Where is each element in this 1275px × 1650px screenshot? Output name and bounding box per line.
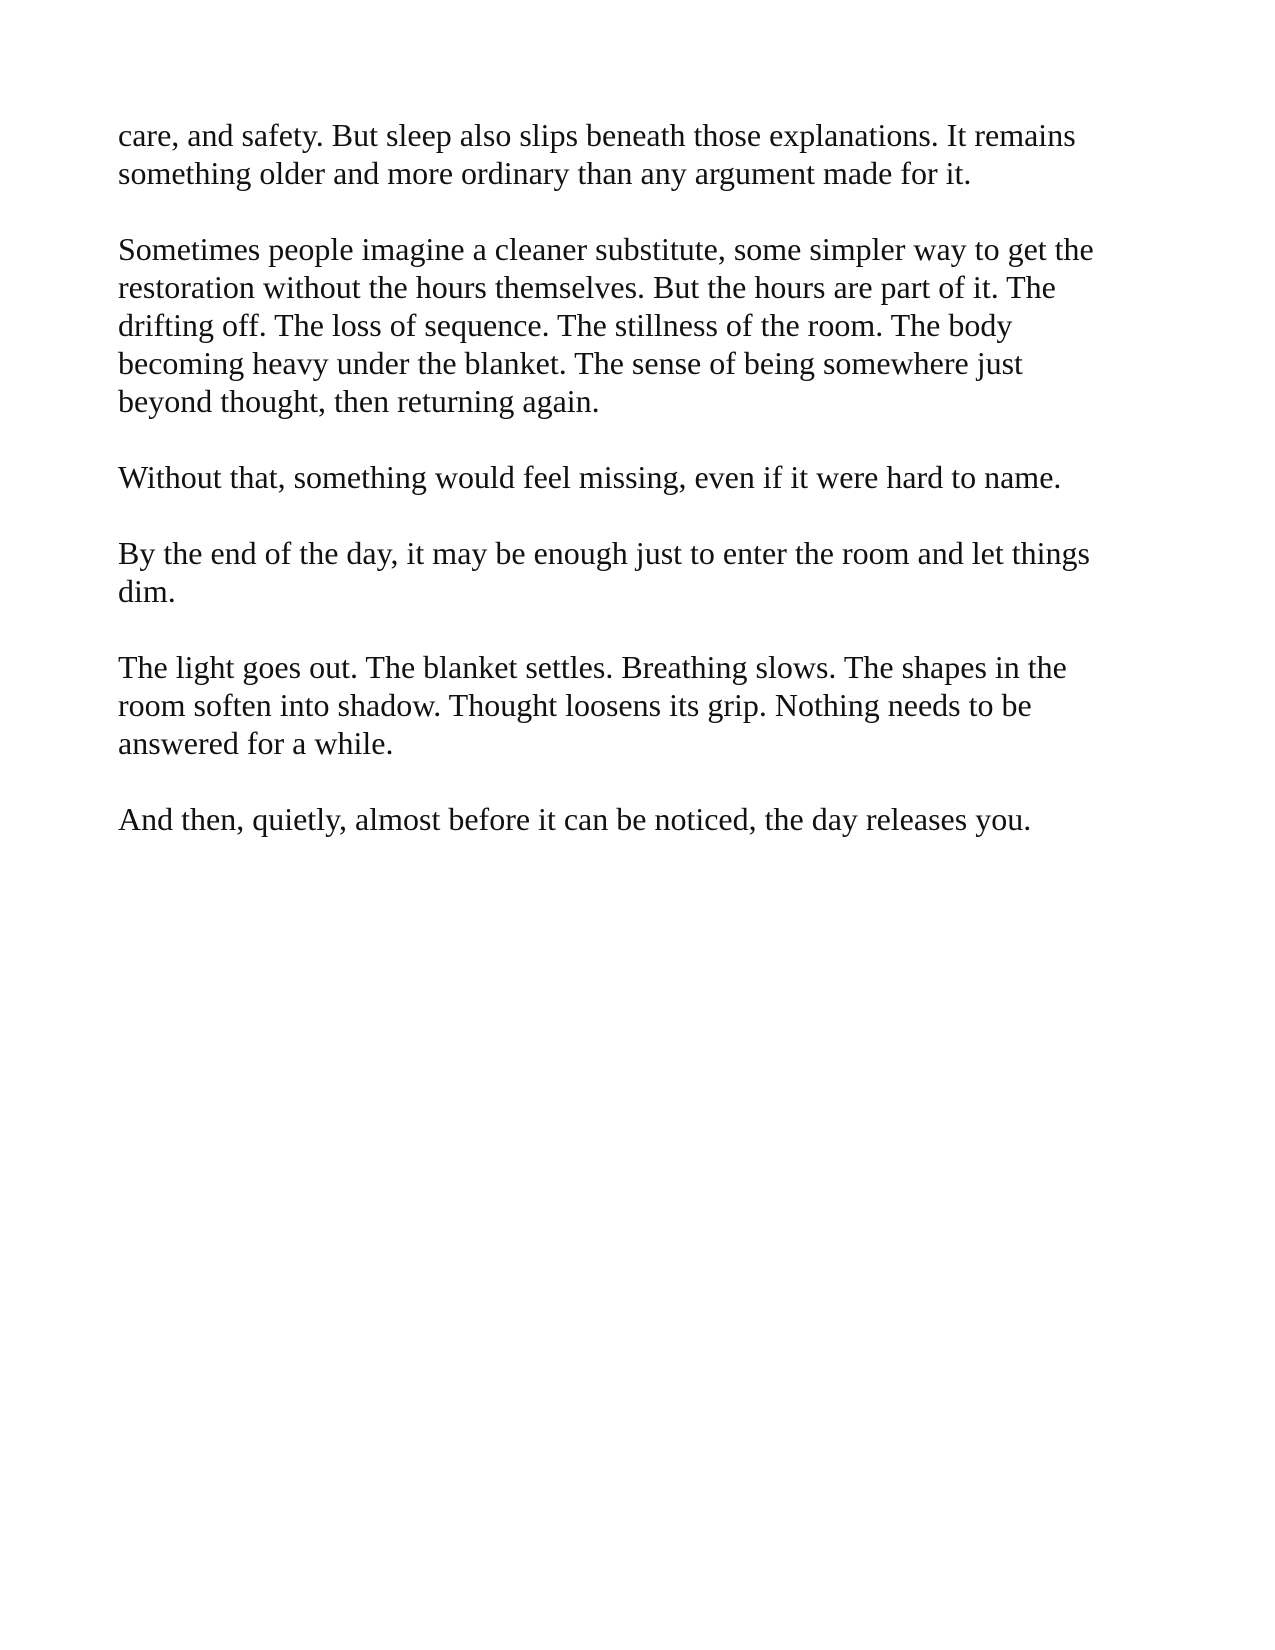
paragraph-line: And then, quietly, almost before it can be noticed, the day releases you. xyxy=(118,801,1032,837)
document-page xyxy=(118,116,1168,876)
paragraph-line: care, and safety. But sleep also slips beneath those explanations. It remains xyxy=(118,117,1076,153)
paragraph-3 xyxy=(118,458,1168,496)
paragraph-line: restoration without the hours themselves. But the hours are part of it. The xyxy=(118,269,1056,305)
paragraph-6 xyxy=(118,800,1168,838)
paragraph-line: answered for a while. xyxy=(118,725,394,761)
paragraph-line: The light goes out. The blanket settles. Breathing slows. The shapes in the xyxy=(118,649,1067,685)
paragraph-line: something older and more ordinary than any argument made for it. xyxy=(118,155,972,191)
paragraph-4 xyxy=(118,534,1168,610)
paragraph-5 xyxy=(118,648,1168,762)
paragraph-line: Without that, something would feel missing, even if it were hard to name. xyxy=(118,459,1062,495)
paragraph-line: Sometimes people imagine a cleaner substitute, some simpler way to get the xyxy=(118,231,1094,267)
paragraph-1 xyxy=(118,116,1168,192)
paragraph-line: beyond thought, then returning again. xyxy=(118,383,600,419)
paragraph-line: room soften into shadow. Thought loosens its grip. Nothing needs to be xyxy=(118,687,1032,723)
paragraph-line: becoming heavy under the blanket. The sense of being somewhere just xyxy=(118,345,1023,381)
paragraph-line: By the end of the day, it may be enough just to enter the room and let things xyxy=(118,535,1090,571)
paragraph-line: dim. xyxy=(118,573,176,609)
paragraph-2 xyxy=(118,230,1168,420)
paragraph-line: drifting off. The loss of sequence. The stillness of the room. The body xyxy=(118,307,1013,343)
